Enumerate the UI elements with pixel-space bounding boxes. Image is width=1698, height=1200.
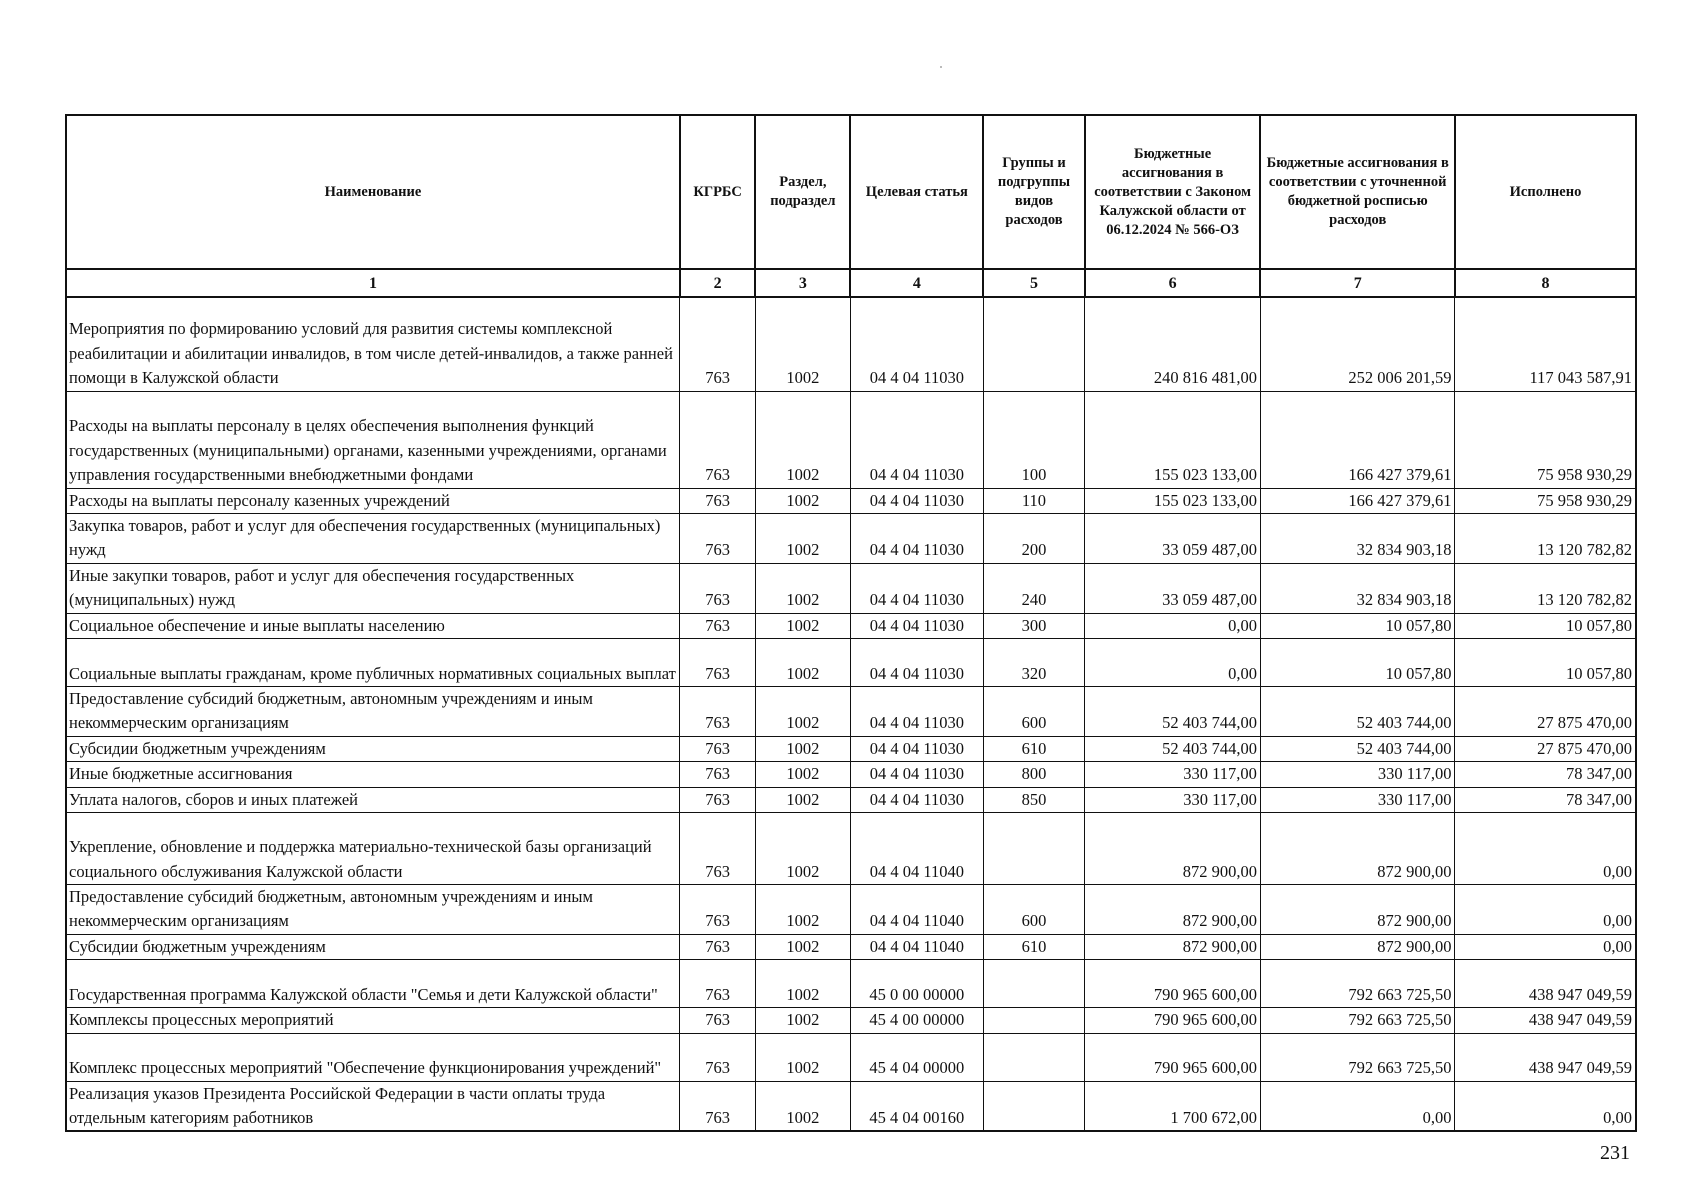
- cell-target-article: 04 4 04 11030: [850, 488, 983, 513]
- cell-law-allocation: 790 965 600,00: [1085, 1033, 1261, 1081]
- table-row: [66, 1081, 1636, 1131]
- cell-updated-allocation: 792 663 725,50: [1260, 1008, 1455, 1033]
- cell-updated-allocation: 252 006 201,59: [1260, 297, 1455, 391]
- cell-target-article: 04 4 04 11030: [850, 391, 983, 488]
- cell-executed: 13 120 782,82: [1455, 563, 1636, 613]
- cell-executed: 27 875 470,00: [1455, 736, 1636, 761]
- cell-section: 1002: [755, 638, 850, 686]
- table-row: [66, 686, 1636, 736]
- cell-section: 1002: [755, 762, 850, 787]
- cell-expense-group: 100: [983, 391, 1084, 488]
- cell-name: Иные бюджетные ассигнования: [66, 762, 680, 787]
- cell-target-article: 04 4 04 11030: [850, 613, 983, 638]
- cell-section: 1002: [755, 960, 850, 1008]
- cell-kgrbs: 763: [680, 638, 755, 686]
- cell-expense-group: [983, 1008, 1084, 1033]
- cell-executed: 0,00: [1455, 812, 1636, 884]
- cell-executed: 438 947 049,59: [1455, 1008, 1636, 1033]
- cell-updated-allocation: 166 427 379,61: [1260, 488, 1455, 513]
- column-number: 4: [850, 269, 983, 297]
- cell-target-article: 04 4 04 11040: [850, 812, 983, 884]
- cell-expense-group: [983, 812, 1084, 884]
- cell-updated-allocation: 52 403 744,00: [1260, 686, 1455, 736]
- cell-law-allocation: 872 900,00: [1085, 812, 1261, 884]
- cell-expense-group: 110: [983, 488, 1084, 513]
- cell-kgrbs: 763: [680, 1081, 755, 1131]
- cell-law-allocation: 33 059 487,00: [1085, 513, 1261, 563]
- cell-section: 1002: [755, 1081, 850, 1131]
- cell-updated-allocation: 10 057,80: [1260, 613, 1455, 638]
- cell-section: 1002: [755, 686, 850, 736]
- cell-updated-allocation: 330 117,00: [1260, 787, 1455, 812]
- cell-name: Реализация указов Президента Российской Федерации в части оплаты труда отдельным категориям работников: [66, 1081, 680, 1131]
- column-number: 8: [1455, 269, 1636, 297]
- cell-name: Расходы на выплаты персоналу в целях обеспечения выполнения функций государственных (муниципальными) органами, казенными учреждениями, органами управления государственными внебюджетными фондами: [66, 391, 680, 488]
- cell-name: Государственная программа Калужской области "Семья и дети Калужской области": [66, 960, 680, 1008]
- cell-law-allocation: 0,00: [1085, 613, 1261, 638]
- cell-executed: 0,00: [1455, 934, 1636, 959]
- cell-name: Комплекс процессных мероприятий "Обеспечение функционирования учреждений": [66, 1033, 680, 1081]
- cell-updated-allocation: 792 663 725,50: [1260, 960, 1455, 1008]
- cell-updated-allocation: 0,00: [1260, 1081, 1455, 1131]
- cell-executed: 0,00: [1455, 1081, 1636, 1131]
- column-number: 5: [983, 269, 1084, 297]
- cell-section: 1002: [755, 488, 850, 513]
- cell-kgrbs: 763: [680, 762, 755, 787]
- column-number: 6: [1085, 269, 1261, 297]
- cell-updated-allocation: 166 427 379,61: [1260, 391, 1455, 488]
- header-target-article: Целевая статья: [850, 115, 983, 269]
- cell-section: 1002: [755, 391, 850, 488]
- cell-name: Предоставление субсидий бюджетным, автономным учреждениям и иным некоммерческим организациям: [66, 884, 680, 934]
- cell-section: 1002: [755, 563, 850, 613]
- cell-section: 1002: [755, 787, 850, 812]
- cell-executed: 0,00: [1455, 884, 1636, 934]
- cell-executed: 78 347,00: [1455, 762, 1636, 787]
- cell-target-article: 45 4 00 00000: [850, 1008, 983, 1033]
- cell-kgrbs: 763: [680, 613, 755, 638]
- cell-updated-allocation: 872 900,00: [1260, 884, 1455, 934]
- cell-law-allocation: 155 023 133,00: [1085, 391, 1261, 488]
- cell-expense-group: [983, 960, 1084, 1008]
- cell-section: 1002: [755, 1008, 850, 1033]
- cell-kgrbs: 763: [680, 488, 755, 513]
- cell-executed: 13 120 782,82: [1455, 513, 1636, 563]
- cell-name: Укрепление, обновление и поддержка материально-технической базы организаций социального обслуживания Калужской области: [66, 812, 680, 884]
- cell-expense-group: 610: [983, 736, 1084, 761]
- cell-kgrbs: 763: [680, 1033, 755, 1081]
- table-row: [66, 812, 1636, 884]
- header-section: Раздел, подраздел: [755, 115, 850, 269]
- cell-kgrbs: 763: [680, 884, 755, 934]
- table-row: [66, 563, 1636, 613]
- header-law-allocations: Бюджетные ассигнования в соответствии с Законом Калужской области от 06.12.2024 № 566-ОЗ: [1085, 115, 1261, 269]
- cell-updated-allocation: 872 900,00: [1260, 812, 1455, 884]
- header-name: Наименование: [66, 115, 680, 269]
- cell-law-allocation: 330 117,00: [1085, 762, 1261, 787]
- cell-target-article: 04 4 04 11040: [850, 934, 983, 959]
- cell-name: Закупка товаров, работ и услуг для обеспечения государственных (муниципальных) нужд: [66, 513, 680, 563]
- table-row: [66, 1033, 1636, 1081]
- cell-name: Уплата налогов, сборов и иных платежей: [66, 787, 680, 812]
- cell-target-article: 04 4 04 11040: [850, 884, 983, 934]
- cell-law-allocation: 872 900,00: [1085, 884, 1261, 934]
- cell-target-article: 04 4 04 11030: [850, 297, 983, 391]
- cell-law-allocation: 790 965 600,00: [1085, 960, 1261, 1008]
- cell-name: Иные закупки товаров, работ и услуг для обеспечения государственных (муниципальных) нужд: [66, 563, 680, 613]
- cell-kgrbs: 763: [680, 736, 755, 761]
- cell-section: 1002: [755, 1033, 850, 1081]
- cell-law-allocation: 52 403 744,00: [1085, 686, 1261, 736]
- column-number: 2: [680, 269, 755, 297]
- cell-name: Субсидии бюджетным учреждениям: [66, 934, 680, 959]
- cell-name: Субсидии бюджетным учреждениям: [66, 736, 680, 761]
- table-row: [66, 762, 1636, 787]
- cell-target-article: 04 4 04 11030: [850, 513, 983, 563]
- cell-executed: 75 958 930,29: [1455, 391, 1636, 488]
- cell-expense-group: 600: [983, 686, 1084, 736]
- cell-section: 1002: [755, 513, 850, 563]
- cell-section: 1002: [755, 884, 850, 934]
- cell-executed: 10 057,80: [1455, 613, 1636, 638]
- budget-table: [65, 114, 1637, 1132]
- cell-kgrbs: 763: [680, 686, 755, 736]
- page-number: 231: [1600, 1142, 1630, 1164]
- table-row: [66, 513, 1636, 563]
- table-row: [66, 960, 1636, 1008]
- cell-law-allocation: 0,00: [1085, 638, 1261, 686]
- cell-law-allocation: 1 700 672,00: [1085, 1081, 1261, 1131]
- scan-speck: [940, 66, 942, 68]
- cell-expense-group: 200: [983, 513, 1084, 563]
- cell-target-article: 04 4 04 11030: [850, 638, 983, 686]
- cell-kgrbs: 763: [680, 960, 755, 1008]
- cell-target-article: 04 4 04 11030: [850, 563, 983, 613]
- cell-section: 1002: [755, 736, 850, 761]
- cell-expense-group: 850: [983, 787, 1084, 812]
- cell-law-allocation: 330 117,00: [1085, 787, 1261, 812]
- cell-kgrbs: 763: [680, 391, 755, 488]
- cell-target-article: 04 4 04 11030: [850, 787, 983, 812]
- cell-executed: 75 958 930,29: [1455, 488, 1636, 513]
- cell-kgrbs: 763: [680, 513, 755, 563]
- cell-updated-allocation: 330 117,00: [1260, 762, 1455, 787]
- column-number-row: [66, 269, 1636, 297]
- cell-expense-group: 320: [983, 638, 1084, 686]
- cell-name: Расходы на выплаты персоналу казенных учреждений: [66, 488, 680, 513]
- cell-law-allocation: 240 816 481,00: [1085, 297, 1261, 391]
- cell-expense-group: [983, 297, 1084, 391]
- column-number: 7: [1260, 269, 1455, 297]
- cell-expense-group: [983, 1033, 1084, 1081]
- table-row: [66, 787, 1636, 812]
- cell-executed: 438 947 049,59: [1455, 960, 1636, 1008]
- cell-target-article: 45 0 00 00000: [850, 960, 983, 1008]
- cell-kgrbs: 763: [680, 1008, 755, 1033]
- column-number: 3: [755, 269, 850, 297]
- cell-law-allocation: 790 965 600,00: [1085, 1008, 1261, 1033]
- cell-name: Комплексы процессных мероприятий: [66, 1008, 680, 1033]
- cell-updated-allocation: 32 834 903,18: [1260, 513, 1455, 563]
- cell-section: 1002: [755, 297, 850, 391]
- cell-expense-group: 240: [983, 563, 1084, 613]
- cell-expense-group: 300: [983, 613, 1084, 638]
- cell-target-article: 04 4 04 11030: [850, 762, 983, 787]
- cell-target-article: 45 4 04 00160: [850, 1081, 983, 1131]
- table-row: [66, 297, 1636, 391]
- cell-law-allocation: 33 059 487,00: [1085, 563, 1261, 613]
- cell-executed: 10 057,80: [1455, 638, 1636, 686]
- cell-kgrbs: 763: [680, 297, 755, 391]
- cell-name: Мероприятия по формированию условий для развития системы комплексной реабилитации и абилитации инвалидов, в том числе детей-инвалидов, а также ранней помощи в Калужской области: [66, 297, 680, 391]
- table-body: [66, 297, 1636, 1131]
- table-row: [66, 613, 1636, 638]
- cell-kgrbs: 763: [680, 563, 755, 613]
- table-row: [66, 638, 1636, 686]
- cell-updated-allocation: 10 057,80: [1260, 638, 1455, 686]
- cell-expense-group: [983, 1081, 1084, 1131]
- cell-kgrbs: 763: [680, 787, 755, 812]
- header-updated-allocations: Бюджетные ассигнования в соответствии с уточненной бюджетной росписью расходов: [1260, 115, 1455, 269]
- table-row: [66, 391, 1636, 488]
- cell-kgrbs: 763: [680, 812, 755, 884]
- cell-updated-allocation: 32 834 903,18: [1260, 563, 1455, 613]
- budget-table-container: [65, 114, 1637, 1132]
- cell-updated-allocation: 792 663 725,50: [1260, 1033, 1455, 1081]
- header-kgrbs: КГРБС: [680, 115, 755, 269]
- cell-executed: 438 947 049,59: [1455, 1033, 1636, 1081]
- cell-law-allocation: 872 900,00: [1085, 934, 1261, 959]
- cell-name: Предоставление субсидий бюджетным, автономным учреждениям и иным некоммерческим организациям: [66, 686, 680, 736]
- table-row: [66, 1008, 1636, 1033]
- cell-executed: 78 347,00: [1455, 787, 1636, 812]
- cell-name: Социальное обеспечение и иные выплаты населению: [66, 613, 680, 638]
- cell-target-article: 45 4 04 00000: [850, 1033, 983, 1081]
- cell-expense-group: 600: [983, 884, 1084, 934]
- cell-updated-allocation: 872 900,00: [1260, 934, 1455, 959]
- cell-section: 1002: [755, 934, 850, 959]
- column-number: 1: [66, 269, 680, 297]
- cell-updated-allocation: 52 403 744,00: [1260, 736, 1455, 761]
- cell-executed: 117 043 587,91: [1455, 297, 1636, 391]
- cell-expense-group: 610: [983, 934, 1084, 959]
- header-executed: Исполнено: [1455, 115, 1636, 269]
- header-row: [66, 115, 1636, 269]
- cell-law-allocation: 52 403 744,00: [1085, 736, 1261, 761]
- cell-section: 1002: [755, 613, 850, 638]
- cell-target-article: 04 4 04 11030: [850, 736, 983, 761]
- cell-name: Социальные выплаты гражданам, кроме публичных нормативных социальных выплат: [66, 638, 680, 686]
- cell-expense-group: 800: [983, 762, 1084, 787]
- table-row: [66, 736, 1636, 761]
- table-row: [66, 488, 1636, 513]
- cell-executed: 27 875 470,00: [1455, 686, 1636, 736]
- cell-law-allocation: 155 023 133,00: [1085, 488, 1261, 513]
- cell-target-article: 04 4 04 11030: [850, 686, 983, 736]
- cell-section: 1002: [755, 812, 850, 884]
- table-row: [66, 934, 1636, 959]
- table-row: [66, 884, 1636, 934]
- cell-kgrbs: 763: [680, 934, 755, 959]
- header-expense-groups: Группы и подгруппы видов расходов: [983, 115, 1084, 269]
